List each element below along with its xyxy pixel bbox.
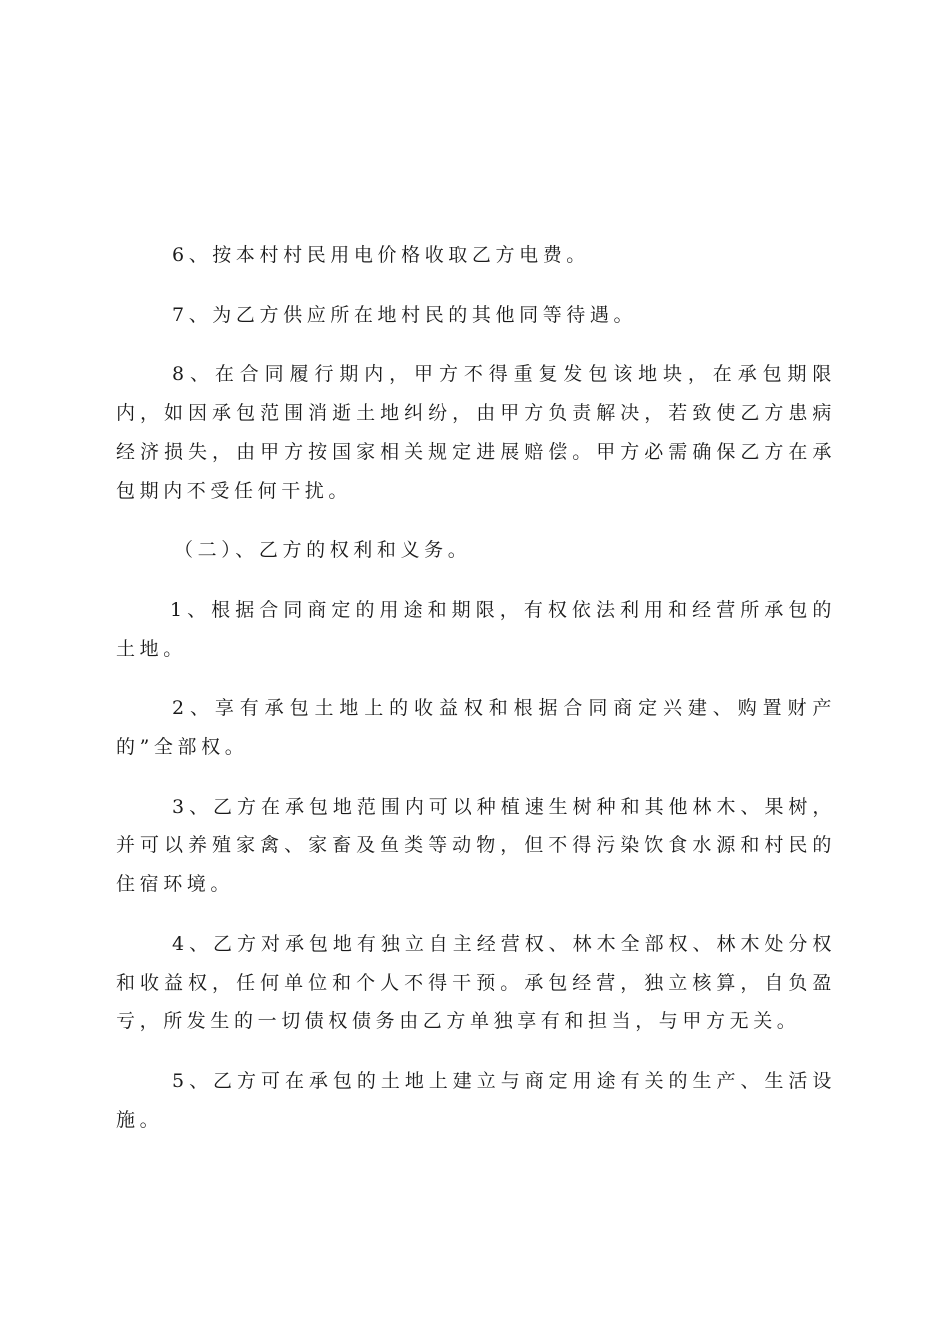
- paragraph-item-8: 8、在合同履行期内，甲方不得重复发包该地块，在承包期限内，如因承包范围消逝土地纠纷，由甲方负责解决，若致使乙方患病经济损失，由甲方按国家相关规定进展赔偿。甲方必需确保乙方在承包期内不受任何干扰。: [116, 363, 836, 502]
- paragraph-item-b1: 1、根据合同商定的用途和期限，有权依法利用和经营所承包的土地。: [116, 598, 836, 660]
- paragraph-item-6: 6、按本村村民用电价格收取乙方电费。: [172, 244, 590, 266]
- document-body: [116, 236, 836, 1160]
- paragraph-item-b4: 4、乙方对承包地有独立自主经营权、林木全部权、林木处分权和收益权，任何单位和个人不得干预。承包经营，独立核算，自负盈亏，所发生的一切债权债务由乙方单独享有和担当，与甲方无关。: [116, 932, 836, 1033]
- section-heading-party-b: （二）、乙方的权利和义务。: [174, 539, 472, 562]
- paragraph-item-b2: 2、享有承包土地上的收益权和根据合同商定兴建、购置财产的”全部权。: [116, 697, 836, 759]
- paragraph-item-7: 7、为乙方供应所在地村民的其他同等待遇。: [172, 303, 638, 326]
- paragraph-item-b3: 3、乙方在承包地范围内可以种植速生树种和其他林木、果树，并可以养殖家禽、家畜及鱼类等动物，但不得污染饮食水源和村民的住宿环境。: [116, 795, 836, 896]
- paragraph-item-b5: 5、乙方可在承包的土地上建立与商定用途有关的生产、生活设施。: [116, 1069, 836, 1131]
